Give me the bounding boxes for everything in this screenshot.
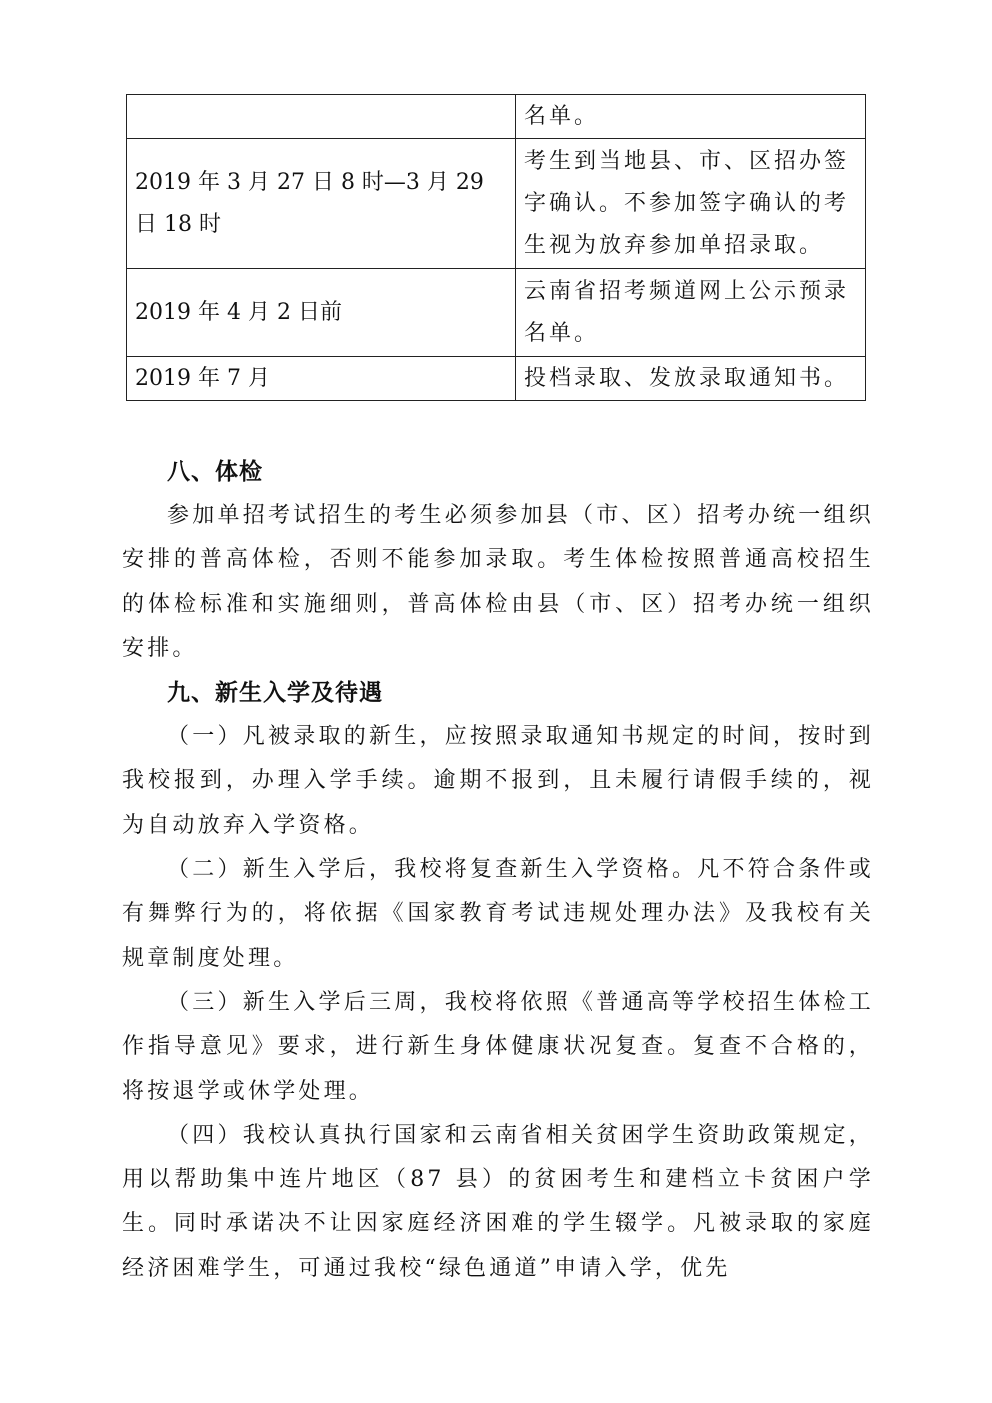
event-cell: 名单。 (516, 95, 866, 139)
paragraph: （二）新生入学后，我校将复查新生入学资格。凡不符合条件或有舞弊行为的，将依据《国家教育考试违规处理办法》及我校有关规章制度处理。 (122, 857, 874, 971)
date-cell (127, 95, 516, 139)
section-heading-physical-exam: 八、体检 (167, 459, 263, 485)
event-cell: 考生到当地县、市、区招办签字确认。不参加签字确认的考生视为放弃参加单招录取。 (516, 139, 866, 269)
event-cell: 云南省招考频道网上公示预录名单。 (516, 269, 866, 357)
paragraph: （四）我校认真执行国家和云南省相关贫困学生资助政策规定，用以帮助集中连片地区（87 县）的贫困考生和建档立卡贫困户学生。同时承诺决不让因家庭经济困难的学生辍学。凡被录取的家庭经济困难学生，可通过我校“绿色通道”申请入学，优先 (122, 1122, 874, 1281)
table-row (127, 95, 866, 139)
event-cell: 投档录取、发放录取通知书。 (516, 357, 866, 401)
paragraph: 参加单招考试招生的考生必须参加县（市、区）招考办统一组织安排的普高体检，否则不能参加录取。考生体检按照普通高校招生的体检标准和实施细则，普高体检由县（市、区）招考办统一组织安排。 (122, 503, 874, 661)
paragraph: （一）凡被录取的新生，应按照录取通知书规定的时间，按时到我校报到，办理入学手续。逾期不报到，且未履行请假手续的，视为自动放弃入学资格。 (122, 724, 874, 838)
table-row (127, 269, 866, 357)
date-cell: 2019 年 7 月 (127, 357, 516, 401)
date-cell: 2019 年 3 月 27 日 8 时—3 月 29 日 18 时 (127, 139, 516, 269)
table-row (127, 139, 866, 269)
table-row (127, 357, 866, 401)
paragraph: （三）新生入学后三周，我校将依照《普通高等学校招生体检工作指导意见》要求，进行新生身体健康状况复查。复查不合格的，将按退学或休学处理。 (122, 989, 874, 1104)
document-body (122, 450, 874, 1291)
schedule-table (126, 94, 866, 401)
section-heading-enrollment: 九、新生入学及待遇 (167, 680, 383, 707)
date-cell: 2019 年 4 月 2 日前 (127, 269, 516, 357)
